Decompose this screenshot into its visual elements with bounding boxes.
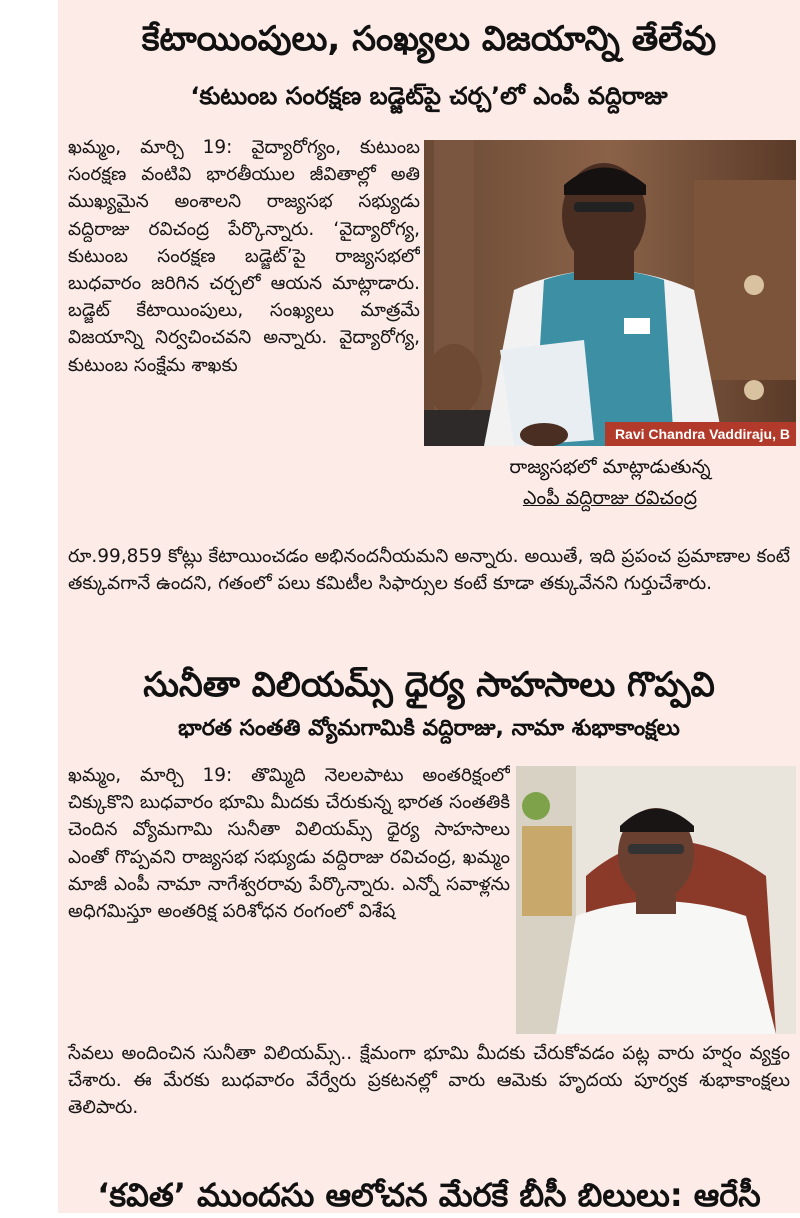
article1-photo [424,140,796,446]
nama-nageswara-rao-portrait-image [516,766,796,1034]
article2-photo [516,766,796,1034]
article2-body-continued: సేవలు అందించిన సునీతా విలియమ్స్.. క్షేమంగా భూమి మీదకు చేరుకోవడం పట్ల వారు హర్షం వ్యక్తం చేశారు. ఈ మేరకు బుధవారం వేర్వేరు ప్రకటనల్లో వారు ఆమెకు హృదయ పూర్వక శుభాకాంక్షలు తెలిపారు. [68,1043,790,1119]
mp-speaking-in-rajya-sabha-image [424,140,796,446]
caption-line-1: రాజ్యసభలో మాట్లాడుతున్న [509,456,711,478]
article2-headline: సునీతా విలియమ్స్ ధైర్య సాహసాలు గొప్పవి [143,665,715,705]
article1-body-column: ఖమ్మం, మార్చి 19: వైద్యారోగ్యం, కుటుంబ సంరక్షణ వంటివి భారతీయుల జీవితాల్లో అతి ముఖ్యమైన అంశాలని రాజ్యసభ సభ్యుడు వద్దిరాజు రవిచంద్ర పేర్కొన్నారు. ‘వైద్యారోగ్య, కుటుంబ సంరక్షణ బడ్జెట్’పై రాజ్యసభలో బుధవారం జరిగిన చర్చలో ఆయన మాట్లాడారు. బడ్జెట్ కేటాయింపులు, సంఖ్యలు మాత్రమే విజయాన్ని నిర్వచించవని అన్నారు. వైద్యారోగ్య, కుటుంబ సంక్షేమ శాఖకు [68,137,420,376]
newspaper-clipping [58,0,800,1213]
article1-body-continued: రూ.99,859 కోట్లు కేటాయించడం అభినందనీయమని అన్నారు. అయితే, ఇది ప్రపంచ ప్రమాణాల కంటే తక్కువగానే ఉందని, గతంలో పలు కమిటీల సిఫార్సుల కంటే కూడా తక్కువేనని గుర్తుచేశారు. [68,546,790,595]
article3-headline: ‘కవిత’ ముందసు ఆలోచన మేరకే బీసీ బిలులు: ఆరేసీ [97,1176,761,1214]
article1-headline: కేటాయింపులు, సంఖ్యలు విజయాన్ని తేలేవు [141,19,717,59]
article2-subheadline: భారత సంతతి వ్యోమగామికి వద్దిరాజు, నామా శుభాకాంక్షలు [178,716,680,741]
article1-photo-caption [430,452,790,514]
article1-subheadline: ‘కుటుంబ సంరక్షణ బడ్జెట్‌పై చర్చ’లో ఎంపీ వద్దిరాజు [190,82,668,110]
article2-body-column: ఖమ్మం, మార్చి 19: తొమ్మిది నెలలపాటు అంతరిక్షంలో చిక్కుకొని బుధవారం భూమి మీదకు చేరుకున్న భారత సంతతికి చెందిన వ్యోమగామి సునీతా విలియమ్స్ ధైర్య సాహసాలు ఎంతో గొప్పవని రాజ్యసభ సభ్యుడు వద్దిరాజు రవిచంద్ర, ఖమ్మం మాజీ ఎంపీ నామా నాగేశ్వరరావు పేర్కొన్నారు. ఎన్నో సవాళ్లను అధిగమిస్తూ అంతరిక్ష పరిశోధన రంగంలో విశేష [68,765,510,923]
caption-line-2: ఎంపీ వద్దిరాజు రవిచంద్ర [522,487,698,509]
photo-credit: Ravi Chandra Vaddiraju, B [605,422,796,446]
